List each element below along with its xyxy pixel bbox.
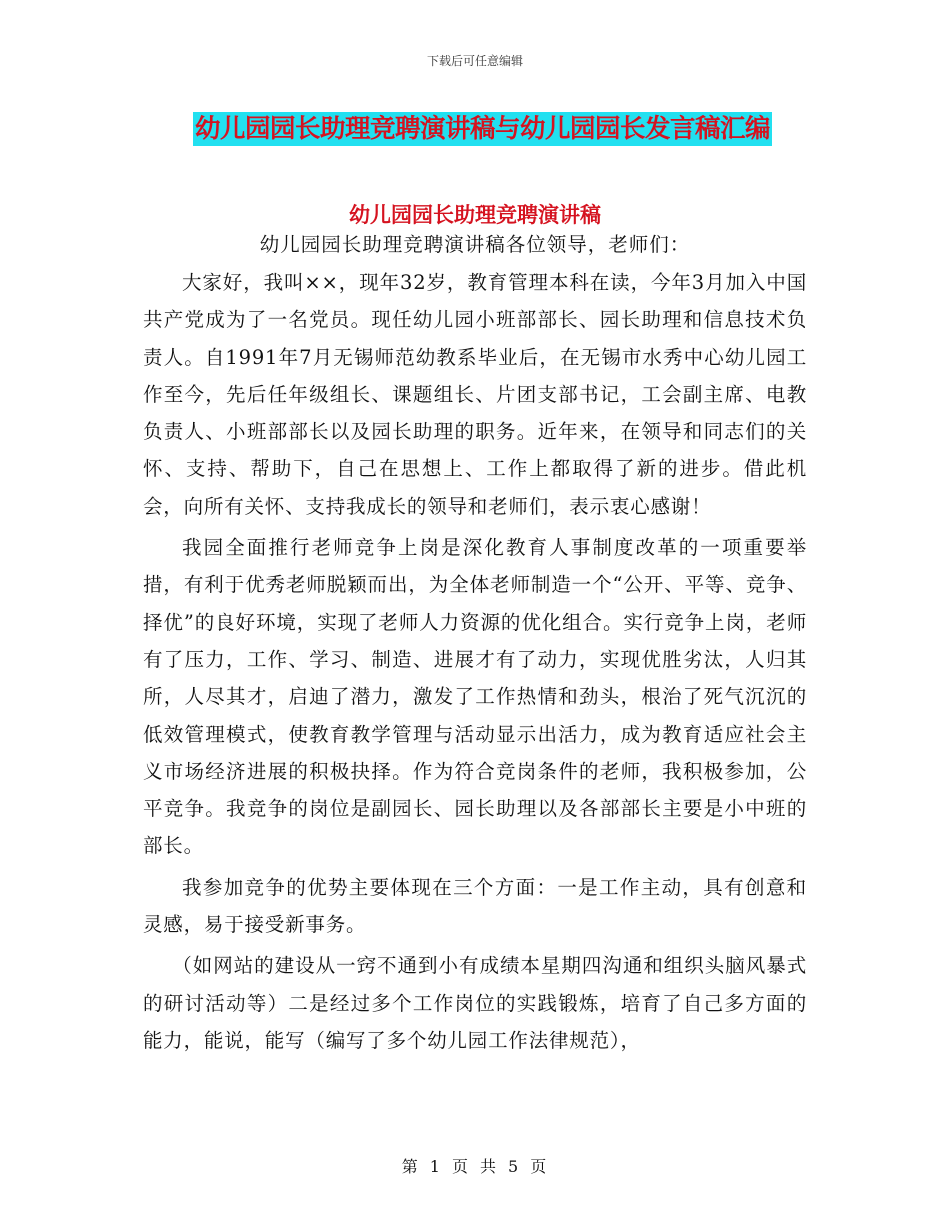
paragraph: 我参加竞争的优势主要体现在三个方面：一是工作主动，具有创意和灵感，易于接受新事务。 xyxy=(143,875,807,937)
salutation-line: 幼儿园园长助理竞聘演讲稿各位领导，老师们： xyxy=(259,233,691,256)
paragraph: 我园全面推行老师竞争上岗是深化教育人事制度改革的一项重要举措，有利于优秀老师脱颖而出，为全体老师制造一个“公开、平等、竞争、择优”的良好环境，实现了老师人力资源的优化组合。实行竞争上岗，老师有了压力，工作、学习、制造、进展才有了动力，实现优胜劣汰，人归其所，人尽其才，启迪了潜力，激发了工作热情和劲头，根治了死气沉沉的低效管理模式，使教育教学管理与活动显示出活力，成为教育适应社会主义市场经济进展的积极抉择。作为符合竞岗条件的老师，我积极参加，公平竞争。我竞争的岗位是副园长、园长助理以及各部部长主要是小中班的部长。 xyxy=(143,536,807,858)
page-unit: 页 xyxy=(451,1157,470,1176)
document-title: 幼儿园园长助理竞聘演讲稿与幼儿园园长发言稿汇编 xyxy=(195,114,771,144)
header-note: 下载后可任意编辑 xyxy=(426,54,523,68)
document-body xyxy=(143,264,807,1063)
paragraph: （如网站的建设从一窍不通到小有成绩本星期四沟通和组织头脑风暴式的研讨活动等）二是经过多个工作岗位的实践锻炼，培育了自己多方面的能力，能说，能写（编写了多个幼儿园工作法律规范）， xyxy=(143,954,807,1052)
paragraph: 大家好，我叫××，现年32岁，教育管理本科在读，今年3月加入中国共产党成为了一名党员。现任幼儿园小班部部长、园长助理和信息技术负责人。自1991年7月无锡师范幼教系毕业后，在无锡市水秀中心幼儿园工作至今，先后任年级组长、课题组长、片团支部书记，工会副主席、电教负责人、小班部部长以及园长助理的职务。近年来，在领导和同志们的关怀、支持、帮助下，自己在思想上、工作上都取得了新的进步。借此机会，向所有关怀、支持我成长的领导和老师们，表示衷心感谢！ xyxy=(143,271,807,518)
total-unit: 页 xyxy=(530,1157,549,1176)
section-title: 幼儿园园长助理竞聘演讲稿 xyxy=(349,203,601,227)
page-footer xyxy=(0,1154,950,1177)
page-label: 第 xyxy=(401,1157,420,1176)
total-pages: 5 xyxy=(508,1157,521,1176)
document-title-highlight xyxy=(193,112,772,146)
total-label: 共 xyxy=(480,1157,499,1176)
page-number: 1 xyxy=(429,1157,442,1176)
